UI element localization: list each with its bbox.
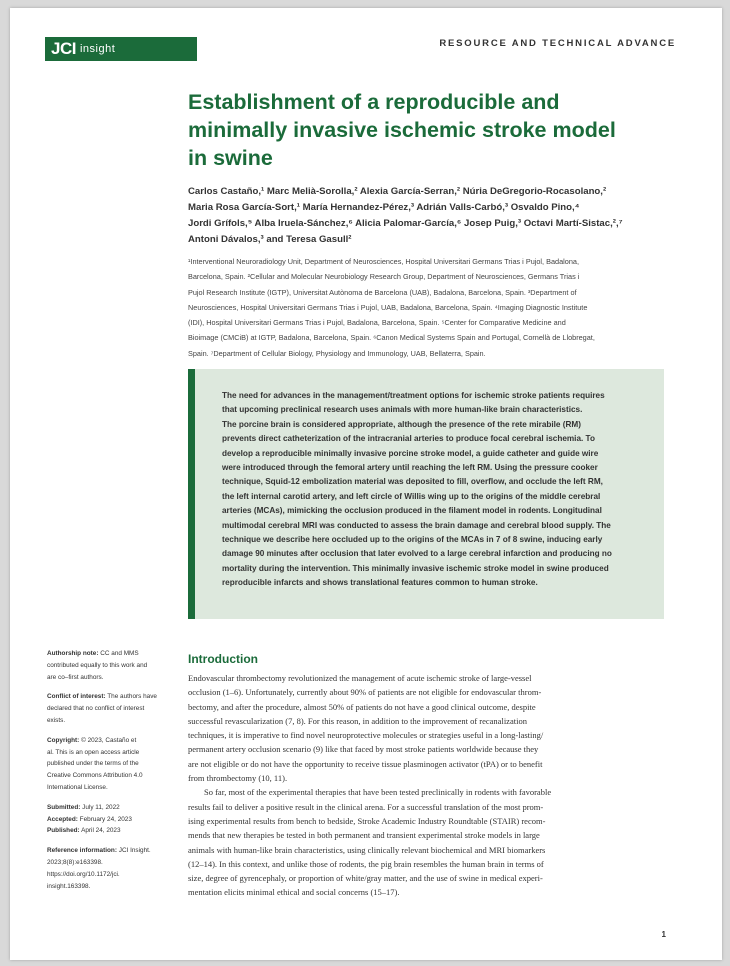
published-date (47, 825, 165, 837)
side-text: exists. (47, 716, 66, 724)
body-line: mends that new therapies be tested in both permanent and transient experimental stroke models in large (188, 830, 540, 841)
side-text: February 24, 2023 (77, 815, 132, 823)
side-text: CC and MMS (98, 650, 139, 657)
side-text: April 24, 2023 (79, 827, 121, 835)
affiliation-line: Pujol Research Institute (IGTP), Universitat Autònoma de Barcelona (UAB), Badalona, Barcelona, Spain. ³Department of (188, 287, 577, 297)
accepted-date (47, 814, 165, 826)
title-line: Establishment of a reproducible and (188, 90, 560, 114)
body-line: results fail to deliver a positive result in the clinical arena. For a successful translation of the most prom- (188, 801, 544, 812)
abstract-line: The porcine brain is considered appropriate, although the presence of the rete mirabile (RM) (222, 419, 581, 429)
side-text: contributed equally to this work and (47, 661, 148, 669)
side-text: JCI Insight. (116, 847, 151, 855)
side-label: Submitted: (47, 803, 81, 811)
affiliation-line: Barcelona, Spain. ²Cellular and Molecular Neurobiology Research Group, Department of Neurosciences, Germans Trias i (188, 272, 580, 282)
copyright (47, 735, 165, 794)
title-line: in swine (188, 146, 273, 170)
body-line: animals with human-like brain characteristics, using clinically relevant biochemical and MRI biomarkers (188, 844, 546, 855)
abstract-line: reproducible infarcts and shows translational features common to human stroke. (222, 578, 538, 588)
journal-page (10, 8, 722, 960)
doi-link[interactable]: https://doi.org/10.1172/jci. (47, 870, 120, 878)
body-line: permanent artery occlusion scenario (9) like that faced by most stroke patients worldwide because they (188, 744, 539, 755)
reference-information (47, 845, 165, 892)
abstract-line: technique, Squid-12 embolization material was deposited to fill, overflow, and occlude the left RM, (222, 477, 603, 487)
body-line: mentation elicits minimal ethical and social concerns (15–17). (188, 887, 400, 898)
publication-dates (47, 802, 165, 837)
body-line: Endovascular thrombectomy revolutionized the management of acute ischemic stroke of large-vessel (188, 673, 532, 683)
side-text: declared that no conflict of interest (47, 705, 145, 713)
abstract-line: damage 90 minutes after occlusion that later evolved to a large cerebral infarction and producing no (222, 549, 612, 559)
article-title (188, 88, 688, 172)
side-text: Creative Commons Attribution 4.0 (47, 772, 143, 780)
authorship-note (47, 648, 165, 683)
side-text: July 11, 2022 (80, 803, 120, 811)
body-line: So far, most of the experimental therapies that have been tested preclinically in rodents with favorable (204, 787, 552, 798)
affiliation-line: ¹Interventional Neuroradiology Unit, Department of Neurosciences, Hospital Universitari Germans Trias i Pujol, Badalona, (188, 257, 579, 266)
side-text: © 2023, Castaño et (79, 736, 137, 744)
author-line: Carlos Castaño,¹ Marc Melià-Sorolla,² Alexia García-Serran,² Núria DeGregorio-Rocasolano,² (188, 186, 607, 197)
body-line: techniques, it is imperative to find novel neuroprotective molecules or strategies useful in a long-lasting/ (188, 730, 544, 741)
body-line: from thrombectomy (10, 11). (188, 773, 288, 784)
article-section-label: RESOURCE AND TECHNICAL ADVANCE (439, 38, 676, 49)
side-text: 2023;8(8):e163398. (47, 858, 103, 866)
section-heading-introduction: Introduction (188, 652, 258, 666)
affiliation-line: Neurosciences, Hospital Universitari Germans Trias i Pujol, UAB, Badalona, Barcelona, Spain. ⁴Imaging Diagnostic Institute (188, 302, 588, 312)
submitted-date (47, 802, 165, 814)
abstract-line: the left internal carotid artery, and left circle of Willis wing up to the origins of the middle cerebral (222, 491, 601, 501)
journal-logo (45, 37, 197, 61)
side-text: International License. (47, 783, 108, 791)
body-line: successful revascularization (7, 8). For this reason, in addition to the improvement of recanalization (188, 715, 527, 726)
abstract-line: The need for advances in the management/treatment options for ischemic stroke patients requires (222, 391, 605, 400)
side-label: Authorship note: (47, 650, 99, 657)
body-line: occlusion (1–6). Unfortunately, currently about 90% of patients are not eligible for endovascular throm- (188, 687, 542, 698)
abstract-text (222, 389, 652, 591)
title-line: minimally invasive ischemic stroke model (188, 118, 616, 142)
article-info-sidebar (47, 648, 165, 900)
author-line: Maria Rosa García-Sort,¹ María Hernandez-Pérez,³ Adrián Valls-Carbó,³ Osvaldo Pino,⁴ (188, 202, 580, 213)
abstract-line: arteries (MCAs), mimicking the occlusion produced in the filament model in rodents. Longitudinal (222, 506, 602, 516)
abstract-accent-bar (188, 369, 195, 619)
body-line: bectomy, and after the procedure, almost 50% of patients do not have a good clinical outcome, despite (188, 701, 536, 712)
side-text: al. This is an open access article (47, 748, 140, 756)
side-label: Published: (47, 827, 80, 835)
affiliation-line: Spain. ⁷Department of Cellular Biology, Physiology and Immunology, UAB, Bellaterra, Spain. (188, 348, 486, 358)
side-text: The authors have (105, 693, 157, 701)
conflict-of-interest (47, 691, 165, 726)
author-line: Jordi Grífols,⁵ Alba Iruela-Sánchez,⁶ Alicia Palomar-García,⁶ Josep Puig,³ Octavi Martí-Sistac,²,⁷ (188, 218, 623, 229)
abstract-line: were introduced through the femoral artery until reaching the left RM. Using the pressure cooker (222, 463, 598, 473)
logo-jci-text: JCI (51, 39, 76, 58)
side-label: Conflict of interest: (47, 693, 106, 701)
logo-insight-text: insight (79, 43, 116, 55)
affiliation-line: Bioimage (CMCiB) at IGTP, Badalona, Barcelona, Spain. ⁶Canon Medical Systems Spain and Portugal, Cornellà de Llobregat, (188, 333, 595, 343)
page-number: 1 (661, 930, 666, 939)
abstract-line: technique we describe here occluded up to the origins of the MCAs in 7 of 8 swine, inducing early (222, 535, 603, 545)
author-line: Antoni Dávalos,³ and Teresa Gasull² (188, 234, 352, 245)
body-line: size, degree of gyrencephaly, or proportion of white/gray matter, and the use of swine in medical experi- (188, 873, 543, 884)
side-label: Accepted: (47, 815, 78, 823)
author-list (188, 184, 658, 248)
body-line: (12–14). In this context, and unlike those of rodents, the pig brain resembles the human brain in terms of (188, 858, 544, 869)
abstract-box (188, 369, 664, 619)
abstract-line: multimodal cerebral MRI was conducted to assess the brain damage and cerebral blood supply. The (222, 520, 611, 530)
abstract-line: prevents direct catheterization of the intracranial arteries to produce focal cerebral ischemia. To (222, 434, 595, 444)
side-text: are co–first authors. (47, 673, 104, 681)
abstract-line: that upcoming preclinical research uses animals with more human-like brain characteristics. (222, 405, 583, 415)
affiliations (188, 254, 658, 361)
side-label: Reference information: (47, 847, 117, 855)
doi-link[interactable]: insight.163398. (47, 882, 91, 890)
side-label: Copyright: (47, 736, 80, 744)
abstract-line: mortality during the intervention. This minimally invasive ischemic stroke model in swine produced (222, 563, 609, 573)
body-line: ising experimental results from bench to bedside, Stroke Academic Industry Roundtable (STAIR) recom- (188, 815, 546, 826)
side-text: published under the terms of the (47, 760, 139, 768)
body-line: are not eligible or do not have the opportunity to receive tissue plasminogen activator (tPA) or to benefit (188, 758, 543, 769)
affiliation-line: (IDI), Hospital Universitari Germans Trias i Pujol, Badalona, Barcelona, Spain. ⁵Center for Comparative Medicine and (188, 318, 566, 328)
introduction-body (188, 671, 666, 900)
abstract-line: develop a reproducible minimally invasive porcine stroke model, a guide catheter and guide wire (222, 448, 599, 458)
